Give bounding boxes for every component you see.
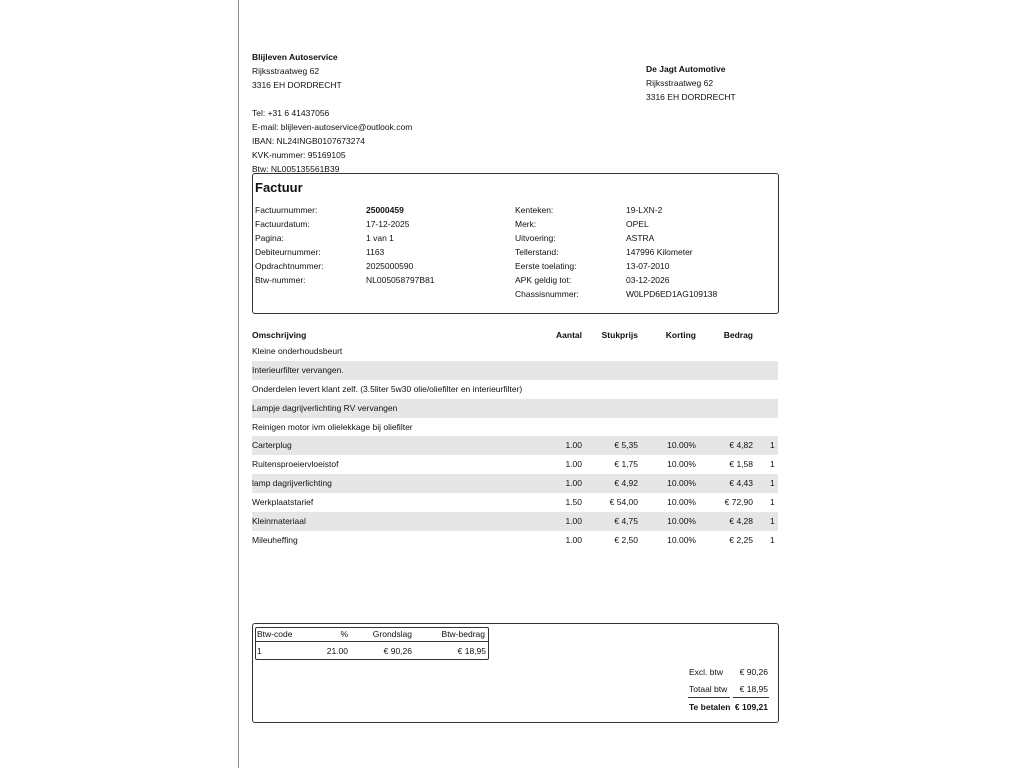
item-vat-code: 1 — [770, 440, 775, 450]
total-vat-value: € 18,95 — [739, 684, 768, 694]
odometer-label: Tellerstand: — [515, 247, 559, 257]
vat-number-value: NL005058797B81 — [366, 275, 435, 285]
item-amount: € 72,90 — [724, 497, 753, 507]
item-description: Mileuheffing — [252, 535, 298, 545]
invoice-number-value: 25000459 — [366, 205, 404, 215]
item-unit-price: € 4,75 — [614, 516, 638, 526]
brand-label: Merk: — [515, 219, 537, 229]
note-text: Lampje dagrijverlichting RV vervangen — [252, 403, 398, 413]
vat-header-base: Grondslag — [372, 629, 412, 639]
sender-iban: IBAN: NL24INGB0107673274 — [252, 136, 365, 146]
item-quantity: 1.50 — [565, 497, 582, 507]
invoice-title: Factuur — [255, 180, 303, 195]
line-item-row — [252, 512, 778, 531]
item-unit-price: € 1,75 — [614, 459, 638, 469]
amount-due-label: Te betalen — [689, 702, 731, 712]
note-row — [252, 418, 778, 437]
item-quantity: 1.00 — [565, 478, 582, 488]
item-unit-price: € 2,50 — [614, 535, 638, 545]
recipient-name: De Jagt Automotive — [646, 64, 726, 74]
item-discount: 10.00% — [667, 516, 696, 526]
invoice-number-label: Factuurnummer: — [255, 205, 318, 215]
debtor-number-value: 1163 — [366, 247, 385, 257]
note-text: Reinigen motor ivm olielekkage bij oliefilter — [252, 422, 413, 432]
invoice-date-label: Factuurdatum: — [255, 219, 310, 229]
recipient-city: 3316 EH DORDRECHT — [646, 92, 736, 102]
recipient-street: Rijksstraatweg 62 — [646, 78, 714, 88]
item-discount: 10.00% — [667, 459, 696, 469]
sender-tel: Tel: +31 6 41437056 — [252, 108, 330, 118]
item-vat-code: 1 — [770, 478, 775, 488]
vat-row-base: € 90,26 — [383, 646, 412, 656]
item-description: Werkplaatstarief — [252, 497, 314, 507]
note-row — [252, 380, 778, 399]
first-registration-value: 13-07-2010 — [626, 261, 670, 271]
line-item-row — [252, 436, 778, 455]
item-description: Kleinmateriaal — [252, 516, 306, 526]
line-item-row — [252, 531, 778, 550]
note-row — [252, 361, 778, 380]
col-header-description: Omschrijving — [252, 330, 307, 340]
chassis-label: Chassisnummer: — [515, 289, 579, 299]
item-unit-price: € 5,35 — [614, 440, 638, 450]
item-description: lamp dagrijverlichting — [252, 478, 332, 488]
note-row — [252, 399, 778, 418]
page-value: 1 van 1 — [366, 233, 394, 243]
vat-header-amount: Btw-bedrag — [441, 629, 485, 639]
item-discount: 10.00% — [667, 440, 696, 450]
sender-city: 3316 EH DORDRECHT — [252, 80, 342, 90]
first-registration-label: Eerste toelating: — [515, 261, 577, 271]
item-vat-code: 1 — [770, 516, 775, 526]
model-label: Uitvoering: — [515, 233, 556, 243]
totals-rule-left — [688, 697, 730, 698]
vat-table-divider — [256, 641, 488, 642]
item-discount: 10.00% — [667, 535, 696, 545]
apk-value: 03-12-2026 — [626, 275, 670, 285]
sender-btw: Btw: NL005135561B39 — [252, 164, 340, 174]
invoice-date-value: 17-12-2025 — [366, 219, 410, 229]
item-amount: € 4,82 — [729, 440, 753, 450]
item-quantity: 1.00 — [565, 440, 582, 450]
note-text: Kleine onderhoudsbeurt — [252, 346, 343, 356]
item-vat-code: 1 — [770, 535, 775, 545]
col-header-discount: Korting — [665, 330, 696, 340]
item-discount: 10.00% — [667, 497, 696, 507]
total-vat-label: Totaal btw — [689, 684, 728, 694]
page-label: Pagina: — [255, 233, 284, 243]
note-text: Onderdelen levert klant zelf. (3.5liter 5w30 olie/oliefilter en interieurfilter) — [252, 384, 523, 394]
chassis-value: W0LPD6ED1AG109138 — [626, 289, 718, 299]
vat-number-label: Btw-nummer: — [255, 275, 306, 285]
model-value: ASTRA — [626, 233, 655, 243]
col-header-amount: Bedrag — [723, 330, 753, 340]
line-item-row — [252, 493, 778, 512]
plate-value: 19-LXN-2 — [626, 205, 663, 215]
order-number-value: 2025000590 — [366, 261, 414, 271]
item-quantity: 1.00 — [565, 535, 582, 545]
item-amount: € 4,28 — [729, 516, 753, 526]
item-unit-price: € 54,00 — [609, 497, 638, 507]
note-text: Interieurfilter vervangen. — [252, 365, 344, 375]
excl-vat-label: Excl. btw — [689, 667, 724, 677]
line-item-row — [252, 474, 778, 493]
vat-header-code: Btw-code — [257, 629, 293, 639]
vat-row-amount: € 18,95 — [457, 646, 486, 656]
note-row — [252, 342, 778, 361]
page-gutter-line — [238, 0, 239, 768]
item-discount: 10.00% — [667, 478, 696, 488]
item-description: Carterplug — [252, 440, 292, 450]
totals-rule-right — [733, 697, 769, 698]
vat-header-percent: % — [340, 629, 348, 639]
vat-row-code: 1 — [257, 646, 262, 656]
sender-name: Blijleven Autoservice — [252, 52, 338, 62]
item-amount: € 1,58 — [729, 459, 753, 469]
sender-email: E-mail: blijleven-autoservice@outlook.com — [252, 122, 413, 132]
amount-due-value: € 109,21 — [734, 702, 768, 712]
apk-label: APK geldig tot: — [515, 275, 572, 285]
order-number-label: Opdrachtnummer: — [255, 261, 324, 271]
sender-street: Rijksstraatweg 62 — [252, 66, 320, 76]
item-description: Ruitensproeiervloeistof — [252, 459, 339, 469]
col-header-quantity: Aantal — [556, 330, 582, 340]
item-amount: € 2,25 — [729, 535, 753, 545]
line-item-row — [252, 455, 778, 474]
sender-kvk: KVK-nummer: 95169105 — [252, 150, 346, 160]
item-quantity: 1.00 — [565, 459, 582, 469]
item-vat-code: 1 — [770, 459, 775, 469]
item-unit-price: € 4,92 — [614, 478, 638, 488]
col-header-unit-price: Stukprijs — [601, 330, 638, 340]
plate-label: Kenteken: — [515, 205, 554, 215]
item-vat-code: 1 — [770, 497, 775, 507]
vat-row-percent: 21.00 — [326, 646, 348, 656]
excl-vat-value: € 90,26 — [739, 667, 768, 677]
debtor-number-label: Debiteurnummer: — [255, 247, 321, 257]
item-amount: € 4,43 — [729, 478, 753, 488]
item-quantity: 1.00 — [565, 516, 582, 526]
brand-value: OPEL — [626, 219, 649, 229]
odometer-value: 147996 Kilometer — [626, 247, 693, 257]
